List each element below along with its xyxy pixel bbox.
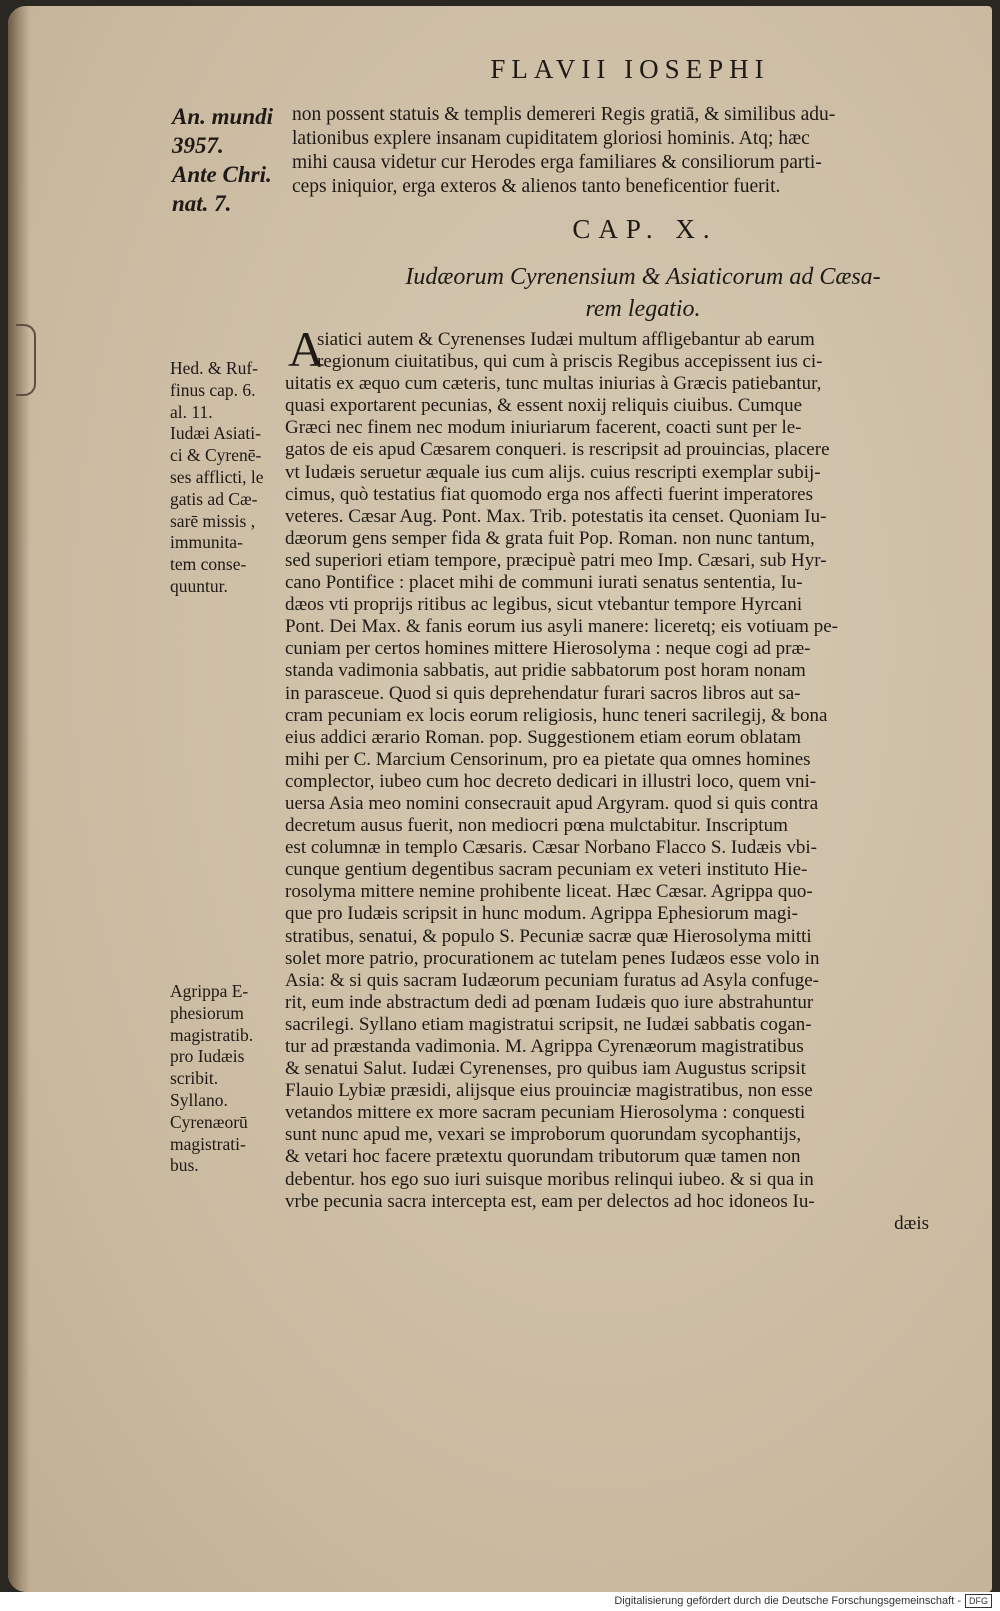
text-line: rit, eum inde abstractum dedi ad pœnam Iudæis quo iure abstrahuntur <box>285 991 814 1013</box>
intro-paragraph <box>292 103 980 199</box>
text-line: Græci nec finem nec modum iniuriarum facerent, coacti sunt per le- <box>285 417 802 439</box>
text-line: cimus, quò testatius fiat quomodo erga nos affecti fuerint imperatores <box>285 483 813 505</box>
text-line: Flauio Lybiæ præsidi, alijsque eius prouinciæ magistratibus, non esse <box>285 1080 813 1102</box>
margin-note-line: gatis ad Cæ- <box>170 488 258 509</box>
text-line: que pro Iudæis scripsit in hunc modum. Agrippa Ephesiorum magi- <box>285 903 798 925</box>
text-line: siatici autem & Cyrenenses Iudæi multum affligebantur ab earum <box>317 329 815 350</box>
margin-note-line: ses afflicti, le <box>170 466 264 487</box>
margin-note-line: quuntur. <box>170 575 228 596</box>
margin-note-line: finus cap. 6. <box>170 379 256 400</box>
binding-clip <box>16 324 36 396</box>
text-line: vt Iudæis seruetur æquale ius cum alijs. cuius rescripti exemplar subij- <box>285 461 821 483</box>
text-line: sacrilegi. Syllano etiam magistratui scripsit, ne Iudæi sabbatis cogan- <box>285 1013 812 1035</box>
text-line: stratibus, senatui, & populo S. Pecuniæ sacræ quæ Hierosolyma mitti <box>285 925 812 947</box>
drop-cap: A <box>288 321 325 377</box>
margin-note-line: tem conse- <box>170 554 247 575</box>
text-line: Pont. Dei Max. & fanis eorum ius asyli manere: liceretq; eis votiuam pe- <box>285 616 838 638</box>
text-line: gatos de eis apud Cæsarem conqueri. is rescripsit ad prouincias, placere <box>285 439 830 461</box>
year-note-line: 3957. <box>172 133 224 158</box>
chapter-title-line: rem legatio. <box>585 296 701 322</box>
text-line: mihi causa videtur cur Herodes erga familiares & consiliorum parti- <box>292 152 822 173</box>
text-line: in parasceue. Quod si quis deprehendatur furari sacros libros aut sa- <box>285 682 801 704</box>
text-line: veteres. Cæsar Aug. Pont. Max. Trib. potestatis ita censet. Quoniam Iu- <box>285 505 827 527</box>
margin-note-line: phesiorum <box>170 1002 244 1023</box>
chapter-heading: CAP. X. <box>572 214 718 244</box>
margin-note-line: scribit. <box>170 1068 219 1089</box>
text-line: & senatui Salut. Iudæi Cyrenenses, pro quibus iam Augustus scripsit <box>285 1058 806 1080</box>
margin-note-line: bus. <box>170 1155 199 1176</box>
text-line: decretum ausus fuerit, non mediocri pœna mulctabitur. Inscriptum <box>285 815 788 837</box>
text-line: non possent statuis & templis demereri Regis gratiā, & similibus adu- <box>292 104 836 125</box>
margin-note-line: Hed. & Ruf- <box>170 358 258 378</box>
margin-note-line: sarē missis , <box>170 510 256 531</box>
margin-note-line: immunita- <box>170 532 243 553</box>
text-line: sed superiori etiam tempore, præcipuè patri meo Imp. Cæsari, sub Hyr- <box>285 549 827 571</box>
chapter-title-line: Iudæorum Cyrenensium & Asiaticorum ad Cæsa- <box>405 264 881 290</box>
text-line: debentur. hos ego suo iuri suisque moribus relinqui iubeo. & si qua in <box>285 1168 814 1190</box>
text-line: Asia: & si quis sacram Iudæorum pecuniam furatus ad Asyla confuge- <box>285 969 819 991</box>
text-line: est columnæ in templo Cæsaris. Cæsar Norbano Flacco S. Iudæis vbi- <box>285 837 817 859</box>
text-line: ceps iniquior, erga exteros & alienos tanto beneficentior fuerit. <box>292 176 781 197</box>
text-line: rosolyma mittere nemine prohibente liceat. Hæc Cæsar. Agrippa quo- <box>285 881 813 903</box>
book-page <box>8 6 992 1592</box>
margin-note-line: Cyrenæorū <box>170 1111 248 1132</box>
year-note-line: Ante Chri. <box>172 162 272 187</box>
text-line: solet more patrio, procurationem ac tutelam penes Iudæos esse volo in <box>285 947 820 969</box>
margin-note-line: magistrati- <box>170 1133 246 1154</box>
text-line: cuniam per certos homines mittere Hierosolyma : neque cogi ad præ- <box>285 638 811 660</box>
text-line: & vetari hoc facere prætextu quorundam tributorum quæ tamen non <box>285 1146 801 1168</box>
text-line: vetandos mittere ex more sacram pecuniam Hierosolyma : conquesti <box>285 1102 806 1124</box>
text-line: dæis <box>894 1212 929 1234</box>
text-line: complector, iubeo cum hoc decreto dedicari in illustri loco, quem vni- <box>285 770 817 792</box>
margin-note-line: Agrippa E- <box>170 981 249 1001</box>
footer-text: Digitalisierung gefördert durch die Deutsche Forschungsgemeinschaft - <box>614 1595 961 1607</box>
running-head: FLAVII IOSEPHI <box>490 54 770 84</box>
body-text <box>285 329 973 1235</box>
text-line: dæos vti proprijs ritibus ac legibus, sicut vtebantur tempore Hyrcani <box>285 594 803 616</box>
text-line: standa vadimonia sabbatis, aut pridie sabbatorum post horam nonam <box>285 660 806 682</box>
text-line: uersa Asia meo nomini consecrauit apud Argyram. quod si quis contra <box>285 792 819 814</box>
margin-note-agrippa <box>170 981 290 1177</box>
text-line: vrbe pecunia sacra intercepta est, eam per delectos ad hoc idoneos Iu- <box>285 1190 815 1212</box>
text-line: lationibus explere insanam cupiditatem gloriosi hominis. Atq; hæc <box>292 128 810 149</box>
margin-note-line: al. 11. <box>170 401 213 422</box>
chapter-title <box>298 261 988 325</box>
text-line: sunt nunc apud me, vexari se improborum quorundam sycophantijs, <box>285 1124 802 1146</box>
margin-note-line: magistratib. <box>170 1024 254 1045</box>
margin-note-line: Iudæi Asiati- <box>170 423 261 444</box>
text-line: cram pecuniam ex locis eorum religiosis, hunc teneri sacrilegij, & bona <box>285 704 828 726</box>
text-line: regionum ciuitatibus, qui cum à priscis Regibus accepissent ius ci- <box>317 351 823 373</box>
text-line: uitatis ex æquo cum cæteris, tunc multas iniurias à Græcis patiebantur, <box>285 373 822 395</box>
margin-note-line: ci & Cyrenē- <box>170 445 262 466</box>
text-line: cunque gentium degentibus sacram pecuniam ex veteri instituto Hie- <box>285 859 808 881</box>
text-line: mihi per C. Marcium Censorinum, pro ea pietate qua omnes homines <box>285 748 811 770</box>
digitization-footer <box>0 1592 1000 1611</box>
margin-note-line: pro Iudæis <box>170 1046 245 1067</box>
margin-note-line: Syllano. <box>170 1089 228 1110</box>
dfg-logo: DFG <box>965 1594 992 1608</box>
text-line: dæorum gens semper fida & grata fuit Pop. Roman. non nunc tantum, <box>285 527 815 549</box>
year-note-line: An. mundi <box>172 104 273 129</box>
text-line: quasi exportarent pecunias, & essent noxij reliquis ciuibus. Cumque <box>285 395 803 417</box>
year-margin-note <box>172 102 292 218</box>
year-note-line: nat. 7. <box>172 191 232 216</box>
text-line: eius addici ærario Roman. pop. Suggestionem etiam eorum oblatam <box>285 726 802 748</box>
text-line: tur ad præstanda vadimonia. M. Agrippa Cyrenæorum magistratibus <box>285 1036 804 1057</box>
margin-note-summary <box>170 358 290 598</box>
text-line: cano Pontifice : placet mihi de communi iurati senatus sententia, Iu- <box>285 572 803 594</box>
